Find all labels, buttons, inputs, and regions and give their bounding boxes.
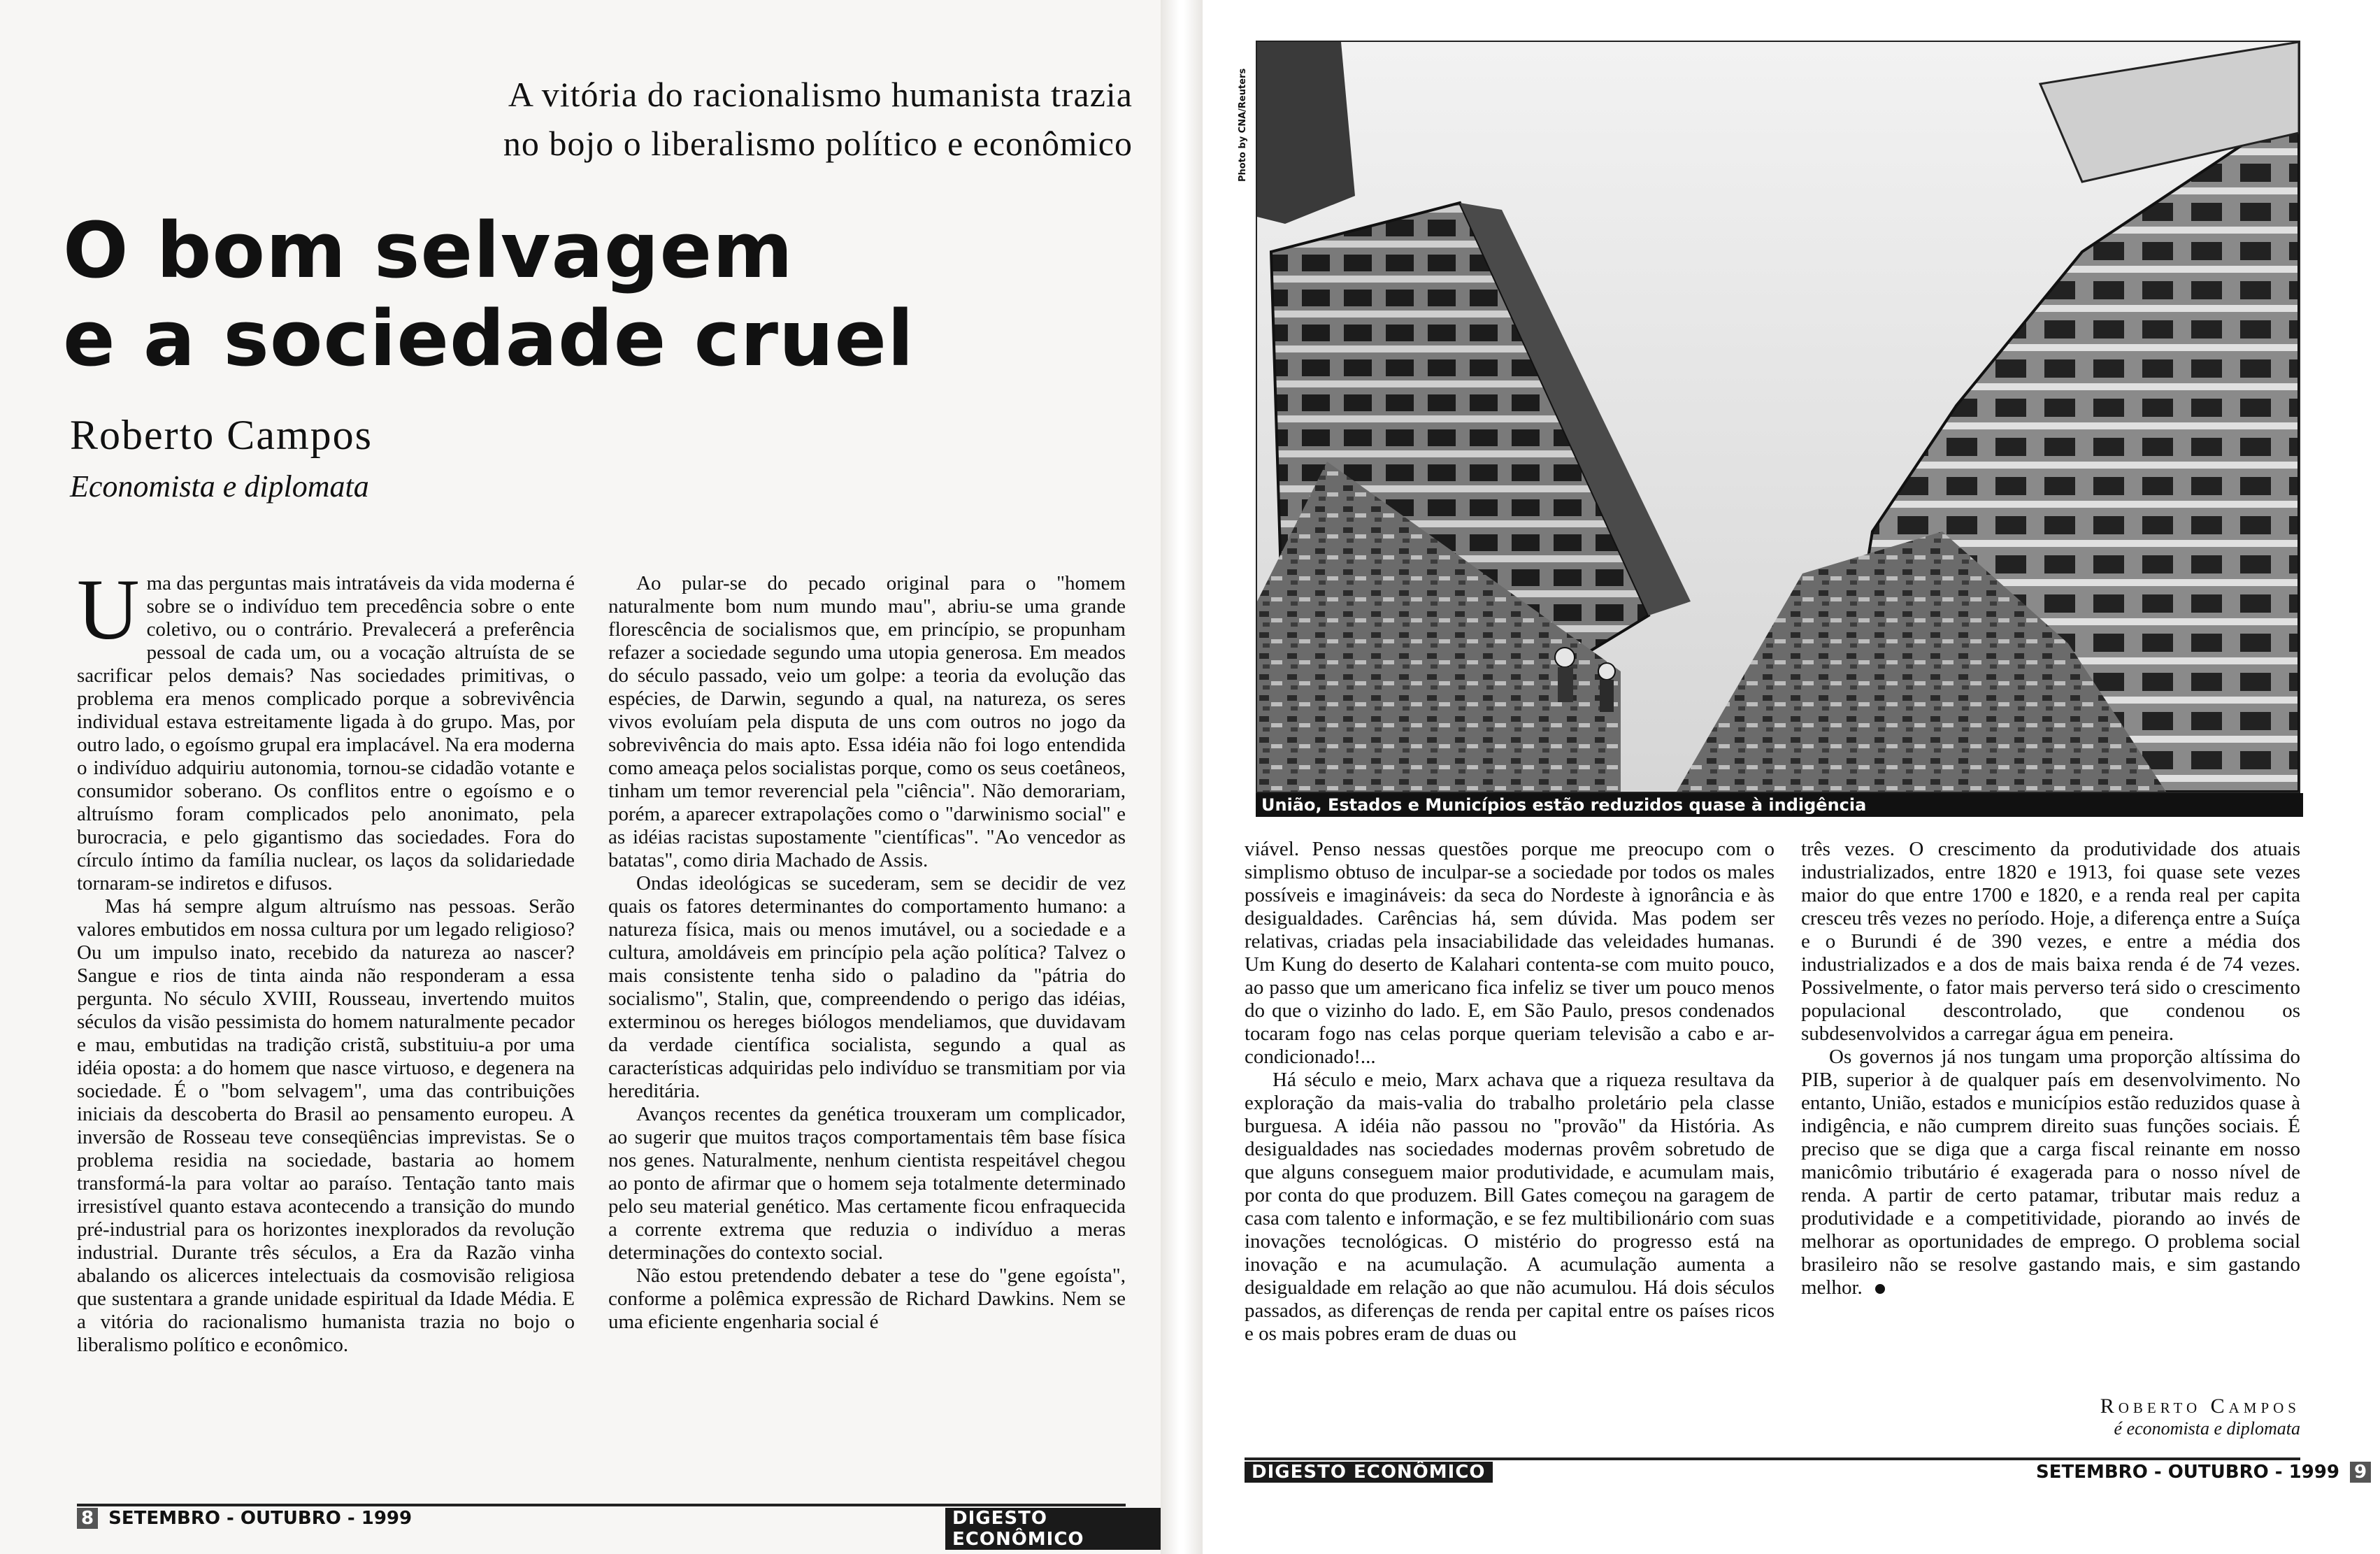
photo-caption: União, Estados e Municípios estão reduzidos quase à indigência: [1256, 793, 2303, 817]
end-mark-icon: [1875, 1284, 1885, 1294]
paragraph: Avanços recentes da genética trouxeram um complicador, ao sugerir que muitos traços comportamentais têm base física nos genes. Naturalmente, nenhum cientista respeitável chegou ao ponto de afirmar que o homem seja totalmente determinado pelo seu material genético. Mas certamente ficou enfraquecida a corrente extrema que reduzia o indivíduo a meras determinações do contexto social.: [608, 1103, 1126, 1264]
page-number: 8: [77, 1508, 98, 1529]
footer-date: SETEMBRO - OUTUBRO - 1999: [108, 1508, 413, 1529]
author-name: Roberto Campos: [70, 412, 373, 458]
kicker-line-1: A vitória do racionalismo humanista trazia: [508, 75, 1133, 114]
left-page: [0, 0, 1161, 1554]
signature-name: Roberto Campos: [2100, 1395, 2300, 1418]
signature-role: é economista e diplomata: [2114, 1418, 2300, 1439]
kicker: [392, 70, 1133, 168]
publication-brand: DIGESTO ECONÔMICO: [1245, 1462, 1493, 1483]
paragraph-text: ma das perguntas mais intratáveis da vida moderna é sobre se o indivíduo tem precedência sobre o ente coletivo, ou o contrário. Prevalecerá a preferência pessoal de cada um, ou a vocação altruísta de se sacrificar pelos demais? Nas sociedades primitivas, o problema era menos complicado porque a sobrevivência individual estava estreitamente ligada à do grupo. Mas, por outro lado, o egoísmo grupal era implacável. Na era moderna o indivíduo adquiriu autonomia, tornou-se cidadão votante e consumidor soberano. Os conflitos entre o egoísmo e o altruísmo foram complicados pelo anonimato, pela burocracia, e pelo gigantismo das sociedades. Fora do círculo íntimo da família nuclear, os laços da solidariedade tornaram-se indiretos e difusos.: [77, 572, 575, 894]
page-gutter: [1161, 0, 1203, 1554]
title-line-2: e a sociedade cruel: [63, 294, 915, 383]
paragraph-text: Os governos já nos tungam uma proporção altíssima do PIB, superior à de qualquer país em desenvolvimento. No entanto, União, estados e municípios estão reduzidos quase à indigência, e não cumprem direito suas funções sociais. É preciso que se diga que a carga fiscal reinante em nosso manicômio tributário é exagerada para o nosso nível de renda. A partir de certo patamar, tributar mais reduz a produtividade e a competitividade, piorando ao invés de melhorar as oportunidades de emprego. O problema social brasileiro não se resolve gastando mais, e sim gastando melhor.: [1801, 1046, 2300, 1299]
kicker-line-2: no bojo o liberalismo político e econômico: [503, 124, 1133, 163]
footer-date: SETEMBRO - OUTUBRO - 1999: [2036, 1462, 2339, 1483]
right-column-1: [1245, 838, 1775, 1453]
right-column-2: [1801, 838, 2300, 1453]
paragraph: Ondas ideológicas se sucederam, sem se decidir de vez quais os fatores determinantes do comportamento humano: a natureza física, mais ou menos imutável, ou a sociedade e a cultura, amoldáveis em princípio pela ação política? Talvez o mais consistente tenha sido o paladino da "pátria do socialismo", Stalin, que, compreendendo o perigo das idéias, exterminou os hereges biólogos mendeliamos, que duvidavam da verdade científica socialista, segundo a qual as características adquiridas pelo indivíduo se transmitiam por via hereditária.: [608, 872, 1126, 1102]
photo-illustration: [1257, 42, 2299, 792]
article-title: [63, 206, 1042, 383]
left-footer-brand: [945, 1508, 1161, 1550]
left-column-1: [77, 562, 575, 1492]
paragraph: Não estou pretendendo debater a tese do "gene egoísta", conforme a polêmica expressão de Richard Dawkins. Nem se uma eficiente engenharia social é: [608, 1264, 1126, 1333]
paragraph: [1801, 1046, 2300, 1299]
paragraph: três vezes. O crescimento da produtividade dos atuais industrializados, entre 1820 e 1913, foi quase sete vezes maior do que entre 1700 e 1820, e a renda real per capita cresceu três vezes no período. Hoje, a diferença entre a Suíça e o Burundi é de 390 vezes, e entre a média dos industrializados e a dos de mais baixa renda é de 74 vezes. Possivelmente, o fator mais perverso terá sido o crescimento populacional descontrolado, que condenou os subdesenvolvidos a carregar água em peneira.: [1801, 838, 2300, 1045]
photo-credit: Photo by CNA/Reuters: [1238, 68, 1248, 182]
author-role: Economista e diplomata: [70, 469, 369, 504]
left-footer: [77, 1508, 412, 1532]
paragraph: Ao pular-se do pecado original para o "homem naturalmente bom num mundo mau", abriu-se uma grande florescência de socialismos que, em princípio, se propunham refazer a sociedade segundo uma utopia generosa. Em meados do século passado, veio um golpe: a teoria da evolução das espécies, de Darwin, segundo a qual, na natureza, os seres vivos evoluíam pela disputa de uns com outros no jogo da sobrevivência do mais apto. Essa idéia não foi logo entendida como ameaça pelos socialistas porque, como os seus coetâneos, tinham um temor reverencial pela "ciência". Não demorariam, porém, a aparecer extrapolações como o "darwinismo social" e as idéias racistas supostamente "científicas". "Ao vencedor as batatas", como diria Machado de Assis.: [608, 572, 1126, 871]
collapsed-building-photo: [1256, 41, 2300, 793]
paragraph: [77, 562, 575, 895]
right-footer-brand: [1245, 1462, 1493, 1485]
title-line-1: O bom selvagem: [63, 206, 794, 295]
footer-rule: [77, 1504, 1126, 1506]
footer-rule: [1245, 1457, 2300, 1460]
paragraph: Mas há sempre algum altruísmo nas pessoas. Serão valores embutidos em nossa cultura por um legado religioso? Ou um impulso inato, recebido da natureza ao nascer? Sangue e rios de tinta ainda não responderam a essa pergunta. No século XVIII, Rousseau, invertendo muitos séculos da visão pessimista do homem naturalmente pecador e mau, embutidas na tradição cristã, substituiu-a por uma idéia oposta: a do homem que nasce virtuoso, e degenera na sociedade. É o "bom selvagem", uma das contribuições iniciais da descoberta do Brasil ao pensamento europeu. A inversão de Rosseau teve conseqüências imprevistas. Se o problema residia na sociedade, bastaria ao homem transformá-la para voltar ao paraíso. Tentação tanto mais irresistível quanto estava acontecendo a transição do mundo pré-industrial para os horizontes inexplorados da revolução industrial. Durante três séculos, a Era da Razão vinha abalando os alicerces intelectuais da cosmovisão religiosa que sustentara a grande unidade espiritual da Idade Média. E a vitória do racionalismo humanista trazia no bojo o liberalismo político e econômico.: [77, 895, 575, 1356]
right-footer: [2036, 1462, 2375, 1485]
publication-brand: DIGESTO ECONÔMICO: [945, 1508, 1161, 1550]
drop-cap: U: [77, 562, 140, 657]
page-number: 9: [2350, 1462, 2371, 1483]
author-signature: [2028, 1395, 2300, 1439]
paragraph: Há século e meio, Marx achava que a riqueza resultava da exploração da mais-valia do trabalho proletário pela classe burguesa. A idéia não passou no "provão" da História. As desigualdades nas sociedades modernas provêm sobretudo de que alguns conseguem maior produtividade, e acumulam mais, por conta do que produzem. Bill Gates começou na garagem de casa com talento e informação, e se fez multibilionário com suas inovações tecnológicas. O mistério do progresso está na inovação e na acumulação. A acumulação aumenta a desigualdade em relação ao que não acumulou. Há dois séculos passados, as diferenças de renda per capital entre os países ricos e os mais pobres eram de duas ou: [1245, 1069, 1775, 1345]
left-column-2: [608, 572, 1126, 1492]
paragraph: viável. Penso nessas questões porque me preocupo com o simplismo obtuso de inculpar-se a sociedade por todos os males possíveis e imagináveis: da seca do Nordeste à ignorância e às desigualdades. Carências há, sem dúvida. Mas podem ser relativas, criadas pela insaciabilidade das veleidades humanas. Um Kung do deserto de Kalahari contenta-se com muito pouco, ao passo que um americano fica infeliz se tiver um pouco menos do que o vizinho do lado. E, em São Paulo, presos condenados tocaram fogo nas celas porque queriam televisão a cabo e ar-condicionado!...: [1245, 838, 1775, 1068]
